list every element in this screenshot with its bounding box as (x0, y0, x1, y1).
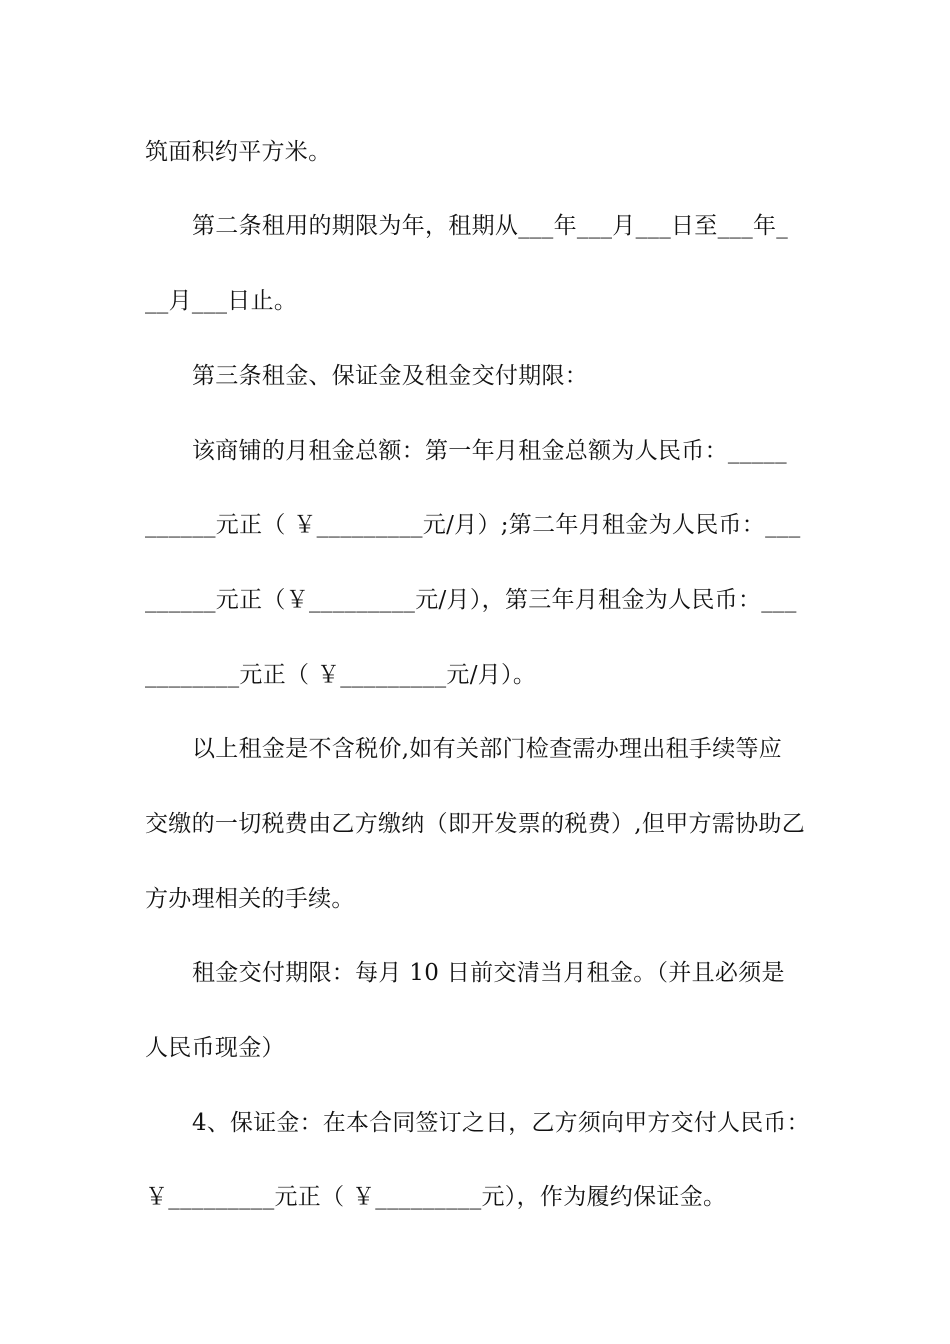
text-line: ______元正（ ￥_________元/月）;第二年月租金为人民币：___ (145, 512, 801, 538)
text-line: 人民币现金） (145, 1035, 285, 1061)
text-line: 该商铺的月租金总额：第一年月租金总额为人民币：_____ (192, 438, 787, 464)
text-line: 4、保证金：在本合同签订之日，乙方须向甲方交付人民币： (192, 1110, 810, 1136)
text-line: 以上租金是不含税价,如有关部门检查需办理出租手续等应 (192, 736, 783, 762)
text-line: ________元正（ ￥_________元/月）。 (145, 662, 537, 688)
text-line: 筑面积约平方米。 (145, 139, 332, 165)
text-line: 第三条租金、保证金及租金交付期限： (192, 363, 589, 389)
text-line: ￥_________元正（ ￥_________元），作为履约保证金。 (145, 1184, 727, 1210)
text-line: __月___日止。 (145, 288, 298, 314)
text-line: ______元正（￥_________元/月），第三年月租金为人民币：___ (145, 587, 797, 613)
text-line: 第二条租用的期限为年，租期从___年___月___日至___年_ (192, 213, 789, 239)
text-line: 交缴的一切税费由乙方缴纳（即开发票的税费）,但甲方需协助乙 (145, 811, 806, 837)
text-line: 租金交付期限：每月 10 日前交清当月租金。（并且必须是 (192, 960, 785, 986)
text-line: 方办理相关的手续。 (145, 886, 355, 912)
